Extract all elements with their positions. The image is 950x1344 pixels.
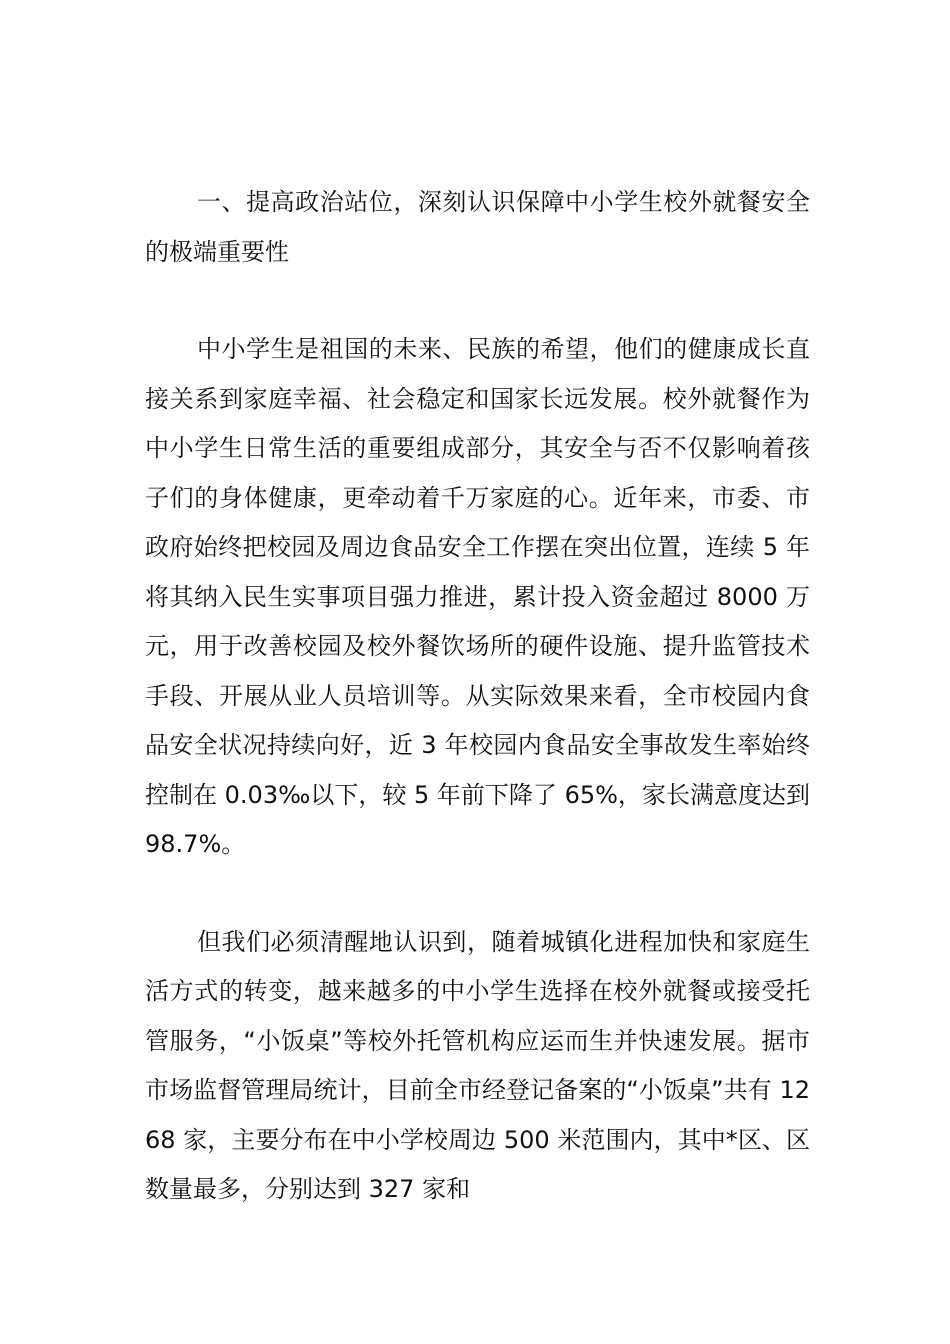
section-heading: 一、提高政治站位，深刻认识保障中小学生校外就餐安全的极端重要性: [145, 188, 810, 266]
document-body: [145, 178, 810, 1215]
body-paragraph-1: 中小学生是祖国的未来、民族的希望，他们的健康成长直接关系到家庭幸福、社会稳定和国家长远发展。校外就餐作为中小学生日常生活的重要组成部分，其安全与否不仅影响着孩子们的身体健康，更牵动着千万家庭的心。近年来，市委、市政府始终把校园及周边食品安全工作摆在突出位置，连续 5 年将其纳入民生实事项目强力推进，累计投入资金超过 8000 万元，用于改善校园及校外餐饮场所的硬件设施、提升监管技术手段、开展从业人员培训等。从实际效果来看，全市校园内食品安全状况持续向好，近 3 年校园内食品安全事故发生率始终控制在 0.03‰以下，较 5 年前下降了 65%，家长满意度达到 98.7%。: [145, 335, 810, 858]
body-paragraph-2: 但我们必须清醒地认识到，随着城镇化进程加快和家庭生活方式的转变，越来越多的中小学生选择在校外就餐或接受托管服务，“小饭桌”等校外托管机构应运而生并快速发展。据市市场监督管理局统计，目前全市经登记备案的“小饭桌”共有 1268 家，主要分布在中小学校周边 500 米范围内，其中*区、区数量最多，分别达到 327 家和: [145, 927, 810, 1203]
